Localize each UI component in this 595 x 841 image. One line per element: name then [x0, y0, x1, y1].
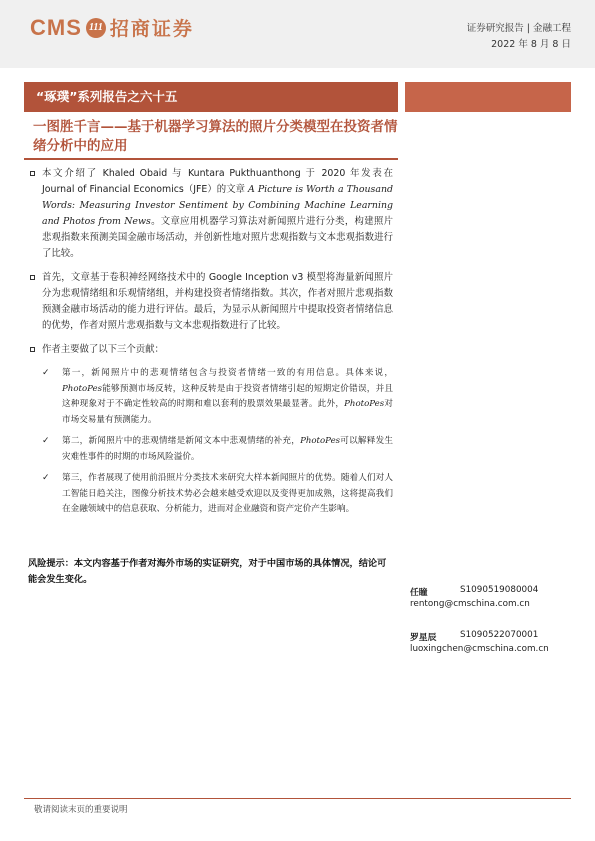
square-bullet-icon	[30, 171, 35, 176]
summary-bullet-1: 本文介绍了 Khaled Obaid 与 Kuntara Pukthuanthong 于 2020 年发表在 Journal of Financial Economics（JFE）的文章 A Picture is Worth a Thousand Words: Measuring Investor Sentiment by Combining Machine Learning and Photos from News。文章应用机器学习算法对新闻照片进行分类，构建照片悲观指数来预测美国金融市场活动，并创新性地对照片悲观指数与文本悲观指数进行了比较。	[28, 166, 393, 262]
analyst-id: S1090519080004	[460, 585, 539, 595]
header-meta	[467, 20, 571, 52]
analyst-panel	[410, 585, 575, 675]
report-title: 一图胜千言——基于机器学习算法的照片分类模型在投资者情绪分析中的应用	[33, 119, 398, 154]
analyst-id: S1090522070001	[460, 630, 539, 640]
summary-bullet-2: 首先，文章基于卷积神经网络技术中的 Google Inception v3 模型将海量新闻照片分为悲观情绪组和乐观情绪组，并构建投资者情绪指数。其次，作者对照片悲观指数预测金融市场活动的能力进行评估。最后，为显示从新闻照片中提取投资者情绪信息的优势，作者对照片悲观指数与文本悲观指数进行了比较。	[28, 270, 393, 334]
check-icon: ✓	[42, 436, 50, 446]
risk-warning: 风险提示：本文内容基于作者对海外市场的实证研究，对于中国市场的具体情况，结论可能会发生变化。	[28, 558, 387, 585]
report-type: 证券研究报告 | 金融工程	[466, 23, 571, 34]
summary-bullet-3: 作者主要做了以下三个贡献：	[28, 342, 393, 358]
square-bullet-icon	[30, 347, 35, 352]
analyst-email[interactable]: luoxingchen@cmschina.com.cn	[410, 644, 549, 654]
report-date: 2022 年 8 月 8 日	[491, 39, 571, 50]
check-icon: ✓	[42, 473, 50, 483]
contribution-2: ✓ 第二，新闻照片中的悲观情绪是新闻文本中悲观情绪的补充，PhotoPes可以解释发生灾难性事件的时期的市场风险溢价。	[42, 436, 393, 462]
summary-content	[28, 166, 393, 524]
footer-note: 敬请阅读末页的重要说明	[34, 805, 128, 815]
contribution-3: ✓ 第三，作者展现了使用前沿照片分类技术来研究大样本新闻照片的优势。随着人们对人工智能日趋关注，图像分析技术势必会越来越受欢迎以及变得更加成熟，这将提高我们在金融领域中的信息获取、分析能力，进而对企业融资和资产定价产生影响。	[42, 473, 393, 514]
banner-accent	[405, 82, 571, 112]
logo-cn: 招商证券	[109, 18, 194, 40]
analyst-name: 罗星辰	[410, 633, 437, 643]
contribution-1: ✓ 第一，新闻照片中的悲观情绪包含与投资者情绪一致的有用信息。具体来说，PhotoPes能够预测市场反转，这种反转是由于投资者情绪引起的短期定价错误，并且这种现象对于不确定性较高的时期和难以套利的股票效果最显著。此外，PhotoPes对市场交易量有预测能力。	[42, 368, 393, 425]
logo-mark-icon: 111	[86, 18, 106, 38]
footer-divider	[24, 798, 571, 799]
series-banner: “琢璞”系列报告之六十五	[24, 82, 398, 112]
title-divider	[24, 158, 398, 160]
analyst-name: 任瞳	[410, 588, 428, 598]
square-bullet-icon	[30, 275, 35, 280]
analyst-card	[410, 585, 575, 613]
check-icon: ✓	[42, 368, 50, 378]
analyst-card	[410, 630, 575, 658]
analyst-email[interactable]: rentong@cmschina.com.cn	[410, 599, 530, 609]
logo-en: CMS	[30, 14, 82, 40]
company-logo	[30, 14, 194, 41]
